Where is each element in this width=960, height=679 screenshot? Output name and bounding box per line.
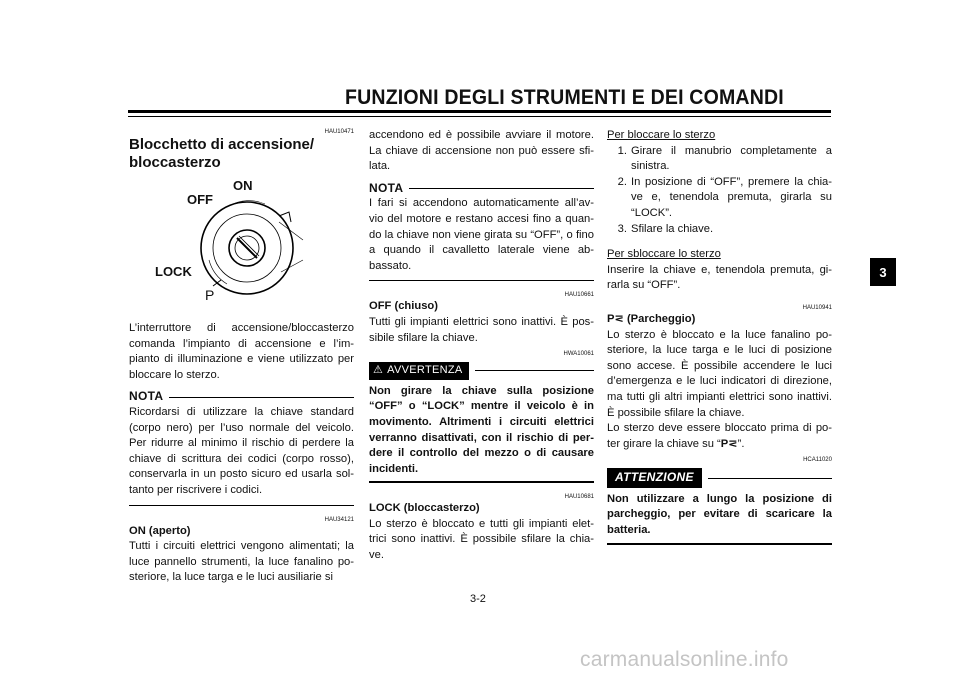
section-code: HCA11020 <box>803 457 832 464</box>
parking-title-text: (Parcheggio) <box>626 312 696 325</box>
list-item: 2. In posizione di “OFF”, premere la chia-ve e, tenendola premuta, girarla su “LOCK”. <box>617 175 832 219</box>
list-item: 3. Sfilare la chiave. <box>617 222 714 235</box>
nota-text: Ricordarsi di utilizzare la chiave standard (corpo nero) per l’uso normale del veicolo. Per ridurre al minimo il rischio di perdere la chiave di scrittura dei codici (corpo rosso), conservarla in un posto sicuro ed usarla sol-tanto per riscrivere i codici. <box>129 405 354 496</box>
chapter-tab: 3 <box>870 258 896 286</box>
off-title: OFF (chiuso) <box>369 300 438 313</box>
attention-badge: ATTENZIONE <box>607 468 702 488</box>
warning-badge <box>369 362 469 380</box>
nota-end-rule <box>129 505 354 506</box>
attention-end-rule <box>607 543 832 545</box>
unblock-steering-text: Inserire la chiave e, tenendola premuta, gi-rarla su “OFF”. <box>607 263 832 292</box>
attention-heading <box>607 468 832 488</box>
section-code: HWA10061 <box>563 351 594 358</box>
section-code: HAU34121 <box>324 516 354 523</box>
attention-text: Non utilizzare a lungo la posizione di parcheggio, per evitare di scaricare la batteria. <box>607 492 832 537</box>
warning-label: AVVERTENZA <box>387 364 463 377</box>
ignition-switch-figure <box>129 176 354 311</box>
header-rule-thin <box>128 116 831 117</box>
unblock-steering-title: Per sbloccare lo sterzo <box>607 248 721 261</box>
warning-end-rule <box>369 481 594 483</box>
nota-end-rule <box>369 280 594 281</box>
warning-triangle-icon: ⚠ <box>373 364 384 377</box>
parking-title <box>607 312 832 328</box>
nota-text: I fari si accendono automaticamente all’av-vio del motore e restano accesi fino a quan-do la chiave non viene girata su “OFF”, o fino a quando il cavalletto laterale viene ab-bassato. <box>369 197 594 272</box>
continued-text: accendono ed è possibile avviare il motore. La chiave di accensione non può essere sfi-lata. <box>369 129 594 173</box>
column-2 <box>369 128 594 564</box>
parking-icon: P⋜ <box>720 437 738 450</box>
warning-text: Non girare la chiave sulla posizione “OFF” o “LOCK” mentre il veicolo è in movimento. Altrimenti i circuiti elettrici verranno disattivati, con il rischio di per-dere il controllo del mezzo o di causare incidenti. <box>369 384 594 475</box>
page-number: 3-2 <box>470 593 486 605</box>
header-rule-thick <box>128 110 831 113</box>
lock-title: LOCK (bloccasterzo) <box>369 502 480 515</box>
block-steering-steps <box>607 144 832 238</box>
figure-label-on: ON <box>233 178 253 193</box>
nota-heading <box>369 181 594 197</box>
off-text: Tutti gli impianti elettrici sono inattivi. È pos-sibile sfilare la chiave. <box>369 315 594 344</box>
nota-rule <box>169 397 354 398</box>
section-code: HAU10661 <box>564 292 594 299</box>
parking-text-2: Lo sterzo deve essere bloccato prima di po-ter girare la chiave su “P⋜”. <box>607 421 832 452</box>
column-1 <box>129 128 354 586</box>
figure-label-off: OFF <box>187 192 213 207</box>
section-code: HAU10941 <box>802 304 832 311</box>
nota-label: NOTA <box>129 389 164 404</box>
page-header-title: FUNZIONI DEGLI STRUMENTI E DEI COMANDI <box>345 86 784 109</box>
on-text: Tutti i circuiti elettrici vengono alimentati; la luce pannello strumenti, la luce fanalino po-steriore, la luce targa e le luci ausiliarie si <box>129 540 354 584</box>
on-title: ON (aperto) <box>129 524 191 537</box>
warning-rule <box>475 370 594 371</box>
warning-heading <box>369 362 594 380</box>
nota-label: NOTA <box>369 180 404 195</box>
section-code: HAU10681 <box>564 494 594 501</box>
intro-paragraph: L’interruttore di accensione/bloccasterzo comanda l’impianto di accensione e l’im-pianto di illuminazione e viene utilizzato per bloccare lo sterzo. <box>129 322 354 381</box>
attention-rule <box>708 478 832 479</box>
nota-heading <box>129 389 354 405</box>
watermark: carmanualsonline.info <box>580 648 789 671</box>
figure-label-lock: LOCK <box>155 264 192 279</box>
figure-label-parking: P <box>205 287 215 303</box>
section-title: Blocchetto di accensione/ bloccasterzo <box>129 136 315 171</box>
lock-text: Lo sterzo è bloccato e tutti gli impianti elet-trici sono inattivi. È possibile sfilare la chia-ve. <box>369 517 594 562</box>
parking-text: Lo sterzo è bloccato e la luce fanalino po-steriore, la luce targa e le luci di posizione sono accese. È possibile accendere le luci d’emergenza e le luci indicatori di direzione, ma tutti gli altri impianti elettrici sono inattivi. È possibile sfilare la chiave. <box>607 328 832 419</box>
parking-icon: P⋜ <box>607 312 624 325</box>
section-code: HAU10471 <box>324 129 354 135</box>
column-3 <box>607 128 832 555</box>
list-item: 1. Girare il manubrio completamente a sinistra. <box>617 144 832 173</box>
ignition-key-icon <box>129 176 354 311</box>
nota-rule <box>409 188 594 189</box>
block-steering-title: Per bloccare lo sterzo <box>607 129 716 141</box>
